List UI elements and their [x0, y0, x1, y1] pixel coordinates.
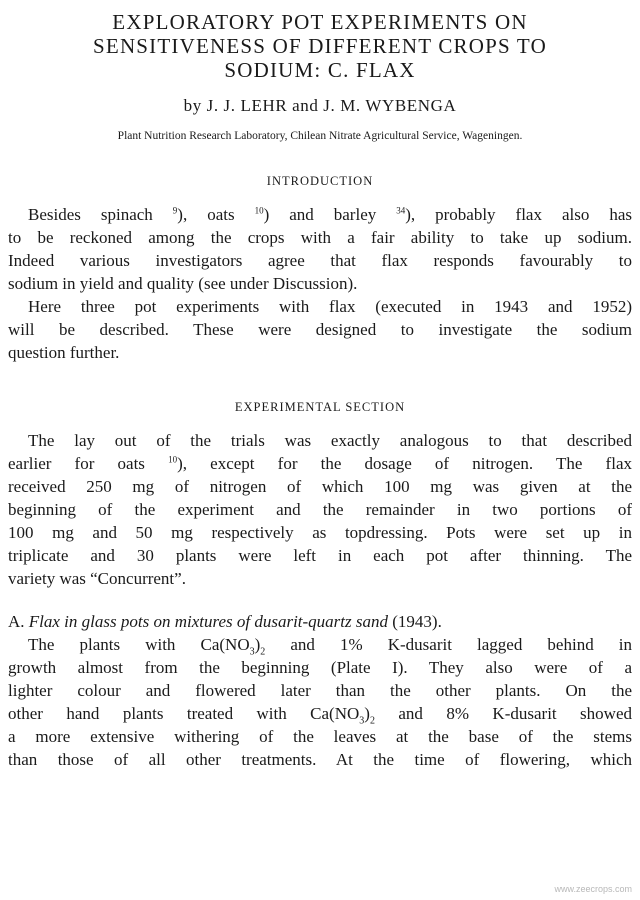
affiliation: Plant Nutrition Research Laboratory, Chilean Nitrate Agricultural Service, Wageningen.	[117, 130, 523, 142]
text-span: other hand plants treated with Ca(NO	[8, 704, 360, 723]
text-line: variety was “Concurrent”.	[8, 569, 186, 588]
title-line-2: SENSITIVENESS OF DIFFERENT CROPS TO	[93, 34, 547, 58]
text-line	[8, 633, 632, 656]
watermark: www.zeecrops.com	[554, 884, 632, 894]
text-line	[8, 452, 632, 475]
text-line: The lay out of the trials was exactly analogous to that described	[28, 431, 632, 450]
text-line: triplicate and 30 plants were left in each pot after thinning. The	[8, 546, 632, 565]
text-span: and 1% K-dusarit lagged behind in	[265, 635, 632, 654]
text-span: ), except for the dosage of nitrogen. The flax	[177, 454, 632, 473]
reference-superscript: 10	[168, 454, 178, 465]
text-line: sodium in yield and quality (see under Discussion).	[8, 274, 358, 293]
chemical-subscript: 3	[359, 715, 365, 725]
introduction-paragraph-2	[8, 295, 632, 364]
text-span: ), oats	[177, 205, 255, 224]
text-line: Indeed various investigators agree that flax responds favourably to	[8, 251, 632, 270]
subsection-letter: A.	[8, 612, 25, 631]
text-line: to be reckoned among the crops with a fair ability to take up sodium.	[8, 228, 632, 247]
text-line: will be described. These were designed to investigate the sodium	[8, 320, 632, 339]
experimental-paragraph-2	[8, 633, 632, 771]
subsection-heading-a	[8, 610, 632, 633]
text-line: lighter colour and flowered later than the other plants. On the	[8, 681, 632, 700]
introduction-heading: INTRODUCTION	[266, 174, 374, 188]
paper-title	[8, 10, 632, 82]
text-line	[8, 702, 632, 725]
text-span: earlier for oats	[8, 454, 169, 473]
text-line: received 250 mg of nitrogen of which 100 mg was given at the	[8, 477, 632, 496]
reference-superscript: 34	[396, 205, 406, 216]
text-span: )	[254, 635, 261, 654]
title-line-1: EXPLORATORY POT EXPERIMENTS ON	[112, 10, 528, 34]
text-line: growth almost from the beginning (Plate I). They also were of a	[8, 658, 632, 677]
introduction-paragraph-1	[8, 203, 632, 295]
experimental-paragraph-1	[8, 429, 632, 590]
text-line: than those of all other treatments. At the time of flowering, which	[8, 750, 632, 769]
subsection-title: Flax in glass pots on mixtures of dusarit-quartz sand	[28, 612, 388, 631]
subsection-year: (1943).	[392, 612, 442, 631]
text-span: The plants with Ca(NO	[28, 635, 250, 654]
chemical-subscript: 3	[249, 646, 255, 656]
text-span: ), probably flax also has	[405, 205, 632, 224]
text-line: question further.	[8, 343, 120, 362]
text-span: )	[364, 704, 370, 723]
chemical-subscript: 2	[369, 715, 375, 725]
experimental-section-heading: EXPERIMENTAL SECTION	[234, 400, 406, 414]
text-line	[8, 203, 632, 226]
text-span: ) and barley	[263, 205, 397, 224]
reference-superscript: 10	[254, 205, 264, 216]
text-line: a more extensive withering of the leaves at the base of the stems	[8, 727, 632, 746]
authors: by J. J. LEHR and J. M. WYBENGA	[183, 96, 457, 115]
text-line: beginning of the experiment and the remainder in two portions of	[8, 500, 632, 519]
text-span: and 8% K-dusarit showed	[374, 704, 632, 723]
reference-superscript: 9	[172, 205, 178, 216]
text-line: Here three pot experiments with flax (executed in 1943 and 1952)	[28, 297, 632, 316]
title-line-3: SODIUM: C. FLAX	[224, 58, 416, 82]
text-line: 100 mg and 50 mg respectively as topdressing. Pots were set up in	[8, 523, 632, 542]
text-span: Besides spinach	[28, 205, 173, 224]
chemical-subscript: 2	[260, 646, 266, 656]
